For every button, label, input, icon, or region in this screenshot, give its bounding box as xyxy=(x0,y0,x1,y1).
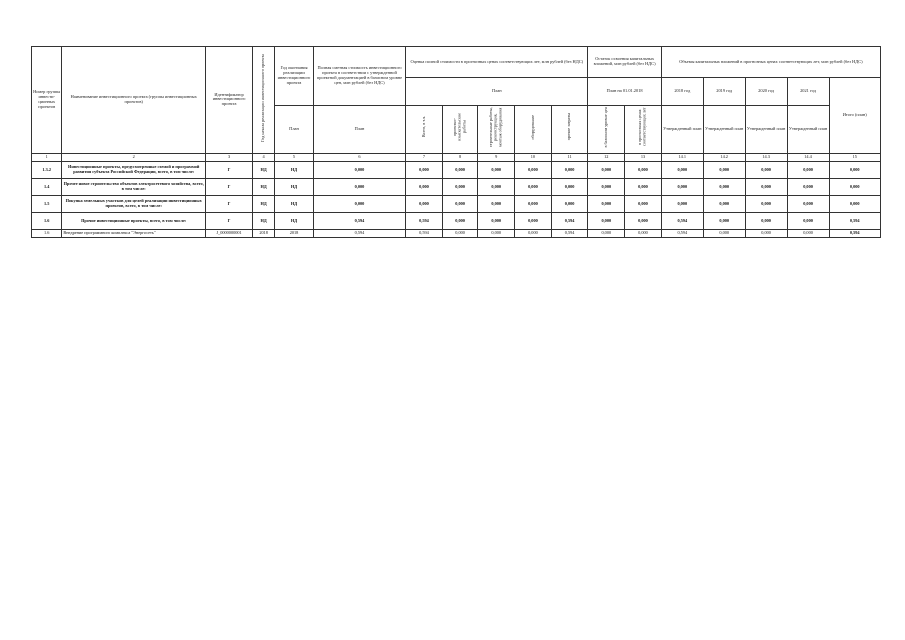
header-vert-base: в базисном уровне цен xyxy=(602,106,608,148)
header-estimated-cost: Оценка полной стоимости в прогнозных ценах соответствующих лет, млн рублей (без НДС) xyxy=(406,47,588,78)
row-cell: 0,000 xyxy=(625,195,662,212)
row-cell: 0,594 xyxy=(313,212,405,229)
header-vert-other: прочие затраты xyxy=(566,113,572,141)
col-number: 5 xyxy=(275,153,314,161)
investment-program-table xyxy=(31,46,881,238)
row-cell: 0,000 xyxy=(313,161,405,178)
row-cell: 0,000 xyxy=(442,195,478,212)
header-approved-2019: Утвержденный план xyxy=(703,106,745,154)
row-cell: 0,000 xyxy=(551,161,588,178)
row-cell: 0,000 xyxy=(745,229,787,237)
row-cell: 0,000 xyxy=(588,195,625,212)
header-total-plan: Итого (план) xyxy=(829,78,881,154)
table-row xyxy=(32,161,881,178)
header-forecast-cell xyxy=(625,106,662,154)
header-realization-year-cell xyxy=(253,47,275,154)
row-year-start: НД xyxy=(253,178,275,195)
table-row xyxy=(32,178,881,195)
row-cell: 0,594 xyxy=(551,229,588,237)
row-cell: 0,000 xyxy=(703,212,745,229)
row-cell: 0,000 xyxy=(478,212,515,229)
row-cell: 0,000 xyxy=(551,195,588,212)
header-vert-equipment: оборудование xyxy=(529,114,535,140)
row-year-end: НД xyxy=(275,178,314,195)
row-ident: Г xyxy=(205,178,252,195)
row-year-end: НД xyxy=(275,212,314,229)
row-name: Прочие инвестиционные проекты, всего, в том числе: xyxy=(62,212,206,229)
column-numbers-row xyxy=(32,153,881,161)
header-plan-6: План xyxy=(313,106,405,154)
row-cell: 0,000 xyxy=(703,178,745,195)
row-cell: 0,594 xyxy=(551,212,588,229)
header-group-number: Номер группы инвести-ционных проектов xyxy=(32,47,62,154)
header-other-cell xyxy=(551,106,588,154)
header-full-cost: Полная сметная стоимость инвестиционного проекта в соответствии с утвержденной проектной документацией в базисном уровне цен, млн рублей (без НДС) xyxy=(313,47,405,106)
row-cell: 0,000 xyxy=(703,195,745,212)
row-cell: 0,000 xyxy=(588,212,625,229)
header-vert-total: Всего, в т.ч. xyxy=(420,116,426,138)
row-total: 0,594 xyxy=(829,229,881,237)
col-number: 13 xyxy=(625,153,662,161)
header-year-2020: 2020 год xyxy=(745,78,787,106)
row-cell: 0,000 xyxy=(551,178,588,195)
row-cell: 0,000 xyxy=(442,161,478,178)
row-cell: 0,000 xyxy=(442,212,478,229)
row-cell: 0,000 xyxy=(703,229,745,237)
row-cell: 0,000 xyxy=(625,212,662,229)
row-cell: 0,000 xyxy=(442,229,478,237)
row-number: 1.6 xyxy=(32,229,62,237)
row-cell: 0,000 xyxy=(478,229,515,237)
row-cell: 0,000 xyxy=(588,178,625,195)
col-number: 7 xyxy=(406,153,443,161)
row-ident: Г xyxy=(205,212,252,229)
row-cell: 0,000 xyxy=(745,161,787,178)
header-pir-cell xyxy=(442,106,478,154)
col-number: 14.1 xyxy=(661,153,703,161)
header-smr-cell xyxy=(478,106,515,154)
col-number: 6 xyxy=(313,153,405,161)
row-cell: 0,000 xyxy=(515,229,552,237)
row-year-start: 2018 xyxy=(253,229,275,237)
row-cell: 0,000 xyxy=(313,195,405,212)
row-cell: 0,000 xyxy=(625,229,662,237)
header-total-cell xyxy=(406,106,443,154)
header-volumes: Объемы капитальных вложений в прогнозных ценах соответствующих лет, млн рублей (без НДС) xyxy=(661,47,880,78)
row-cell: 0,000 xyxy=(661,178,703,195)
row-year-end: НД xyxy=(275,161,314,178)
row-name: Покупка земельных участков для целей реализации инвестиционных проектов, всего, в том числе: xyxy=(62,195,206,212)
row-year-end: 2018 xyxy=(275,229,314,237)
row-cell: 0,000 xyxy=(515,195,552,212)
row-cell: 0,000 xyxy=(406,195,443,212)
row-cell: 0,000 xyxy=(625,178,662,195)
row-cell: 0,000 xyxy=(745,195,787,212)
row-year-start: НД xyxy=(253,195,275,212)
row-cell: 0,000 xyxy=(478,195,515,212)
row-year-start: НД xyxy=(253,212,275,229)
row-cell: 0,000 xyxy=(661,161,703,178)
row-cell: 0,594 xyxy=(661,229,703,237)
col-number: 3 xyxy=(205,153,252,161)
row-cell: 0,000 xyxy=(745,212,787,229)
row-cell: 0,594 xyxy=(406,229,443,237)
row-cell: 0,000 xyxy=(745,178,787,195)
col-number: 9 xyxy=(478,153,515,161)
row-cell: 0,000 xyxy=(588,161,625,178)
table-row xyxy=(32,229,881,237)
col-number: 14.4 xyxy=(787,153,829,161)
row-cell: 0,000 xyxy=(478,161,515,178)
row-cell: 0,000 xyxy=(787,178,829,195)
header-vert-smr: строительные работы, реконструкция, монтаж оборудования xyxy=(488,107,503,147)
header-approved-2020: Утвержденный план xyxy=(745,106,787,154)
header-approved-2021: Утвержденный план xyxy=(787,106,829,154)
row-year-start: НД xyxy=(253,161,275,178)
row-name: Инвестиционные проекты, предусмотренные схемой и программой развития субъекта Российской Федерации, всего, в том числе: xyxy=(62,161,206,178)
row-cell: 0,594 xyxy=(313,229,405,237)
header-approved-2018: Утвержденный план xyxy=(661,106,703,154)
header-plan-5: План xyxy=(275,106,314,154)
row-cell: 0,000 xyxy=(787,229,829,237)
row-total: 0,000 xyxy=(829,178,881,195)
col-number: 1 xyxy=(32,153,62,161)
row-year-end: НД xyxy=(275,195,314,212)
header-identifier: Идентификатор инвестиционного проекта xyxy=(205,47,252,154)
col-number: 10 xyxy=(515,153,552,161)
col-number: 14.2 xyxy=(703,153,745,161)
row-cell: 0,000 xyxy=(515,178,552,195)
row-cell: 0,594 xyxy=(661,212,703,229)
row-number: 1.3.2 xyxy=(32,161,62,178)
row-cell: 0,000 xyxy=(478,178,515,195)
header-vert-pir: проектно-изыскательские работы xyxy=(452,113,467,141)
header-finish-year: Год окончания реализации инвестиционного проекта xyxy=(275,47,314,106)
row-cell: 0,000 xyxy=(787,161,829,178)
col-number: 2 xyxy=(62,153,206,161)
col-number: 8 xyxy=(442,153,478,161)
row-cell: 0,000 xyxy=(406,178,443,195)
row-ident: J_0000000001 xyxy=(205,229,252,237)
header-residual: Остаток освоения капитальных вложений, млн рублей (без НДС) xyxy=(588,47,661,78)
row-number: 1.4 xyxy=(32,178,62,195)
row-cell: 0,000 xyxy=(625,161,662,178)
header-plan: План xyxy=(406,78,588,106)
header-equip-cell xyxy=(515,106,552,154)
col-number: 12 xyxy=(588,153,625,161)
row-cell: 0,000 xyxy=(703,161,745,178)
row-cell: 0,000 xyxy=(787,195,829,212)
row-cell: 0,000 xyxy=(787,212,829,229)
header-base-cell xyxy=(588,106,625,154)
row-name: Внедрение программного комплекса "Энергосеть" xyxy=(62,229,206,237)
row-cell: 0,000 xyxy=(661,195,703,212)
row-cell: 0,000 xyxy=(406,161,443,178)
row-total: 0,000 xyxy=(829,161,881,178)
row-cell: 0,000 xyxy=(515,212,552,229)
row-cell: 0,594 xyxy=(406,212,443,229)
row-total: 0,000 xyxy=(829,195,881,212)
row-number: 1.5 xyxy=(32,195,62,212)
row-cell: 0,000 xyxy=(442,178,478,195)
row-cell: 0,000 xyxy=(588,229,625,237)
header-plan-on-date: План на 01.01.2018 xyxy=(588,78,661,106)
col-number: 14.3 xyxy=(745,153,787,161)
table-row xyxy=(32,212,881,229)
header-year-2019: 2019 год xyxy=(703,78,745,106)
row-cell: 0,000 xyxy=(515,161,552,178)
table-row xyxy=(32,195,881,212)
row-name: Прочее новое строительство объектов электросетевого хозяйства, всего, в том числе: xyxy=(62,178,206,195)
row-cell: 0,000 xyxy=(313,178,405,195)
header-year-2021: 2021 год xyxy=(787,78,829,106)
header-project-name: Наименование инвестиционного проекта (группы инвестиционных проектов) xyxy=(62,47,206,154)
col-number: 11 xyxy=(551,153,588,161)
header-vert-forecast: в прогнозных ценах соответствующих лет xyxy=(637,107,647,147)
row-total: 0,594 xyxy=(829,212,881,229)
header-year-2018: 2018 год xyxy=(661,78,703,106)
col-number: 15 xyxy=(829,153,881,161)
row-ident: Г xyxy=(205,195,252,212)
header-realization-year: Год начала реализации инвестиционного проекта xyxy=(260,53,266,142)
row-number: 1.6 xyxy=(32,212,62,229)
row-ident: Г xyxy=(205,161,252,178)
col-number: 4 xyxy=(253,153,275,161)
